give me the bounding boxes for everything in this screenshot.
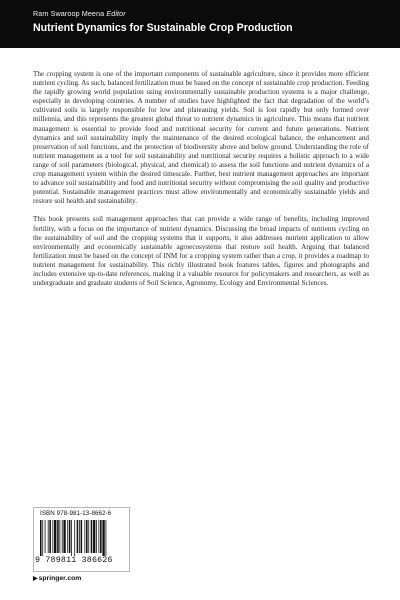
barcode-bar <box>52 520 53 553</box>
barcode-bar <box>77 520 79 553</box>
barcode-bar <box>96 520 97 553</box>
barcode-bar <box>57 520 59 553</box>
barcode-bar <box>99 520 100 553</box>
barcode-bar <box>91 520 93 553</box>
barcode-bar <box>60 520 61 553</box>
barcode-bar <box>88 520 89 553</box>
barcode-bar <box>45 520 46 553</box>
book-title: Nutrient Dynamics for Sustainable Crop Production <box>33 22 293 34</box>
barcode-bar <box>74 520 75 556</box>
barcode-digits: 9 789811 386626 <box>35 556 113 565</box>
barcode-bar <box>100 520 102 553</box>
cover-header <box>0 0 400 48</box>
barcode-bar <box>84 520 85 553</box>
barcode-bar <box>81 520 83 553</box>
barcode-bar <box>71 520 72 556</box>
barcode-bar <box>63 520 65 553</box>
blurb-paragraph-2: This book presents soil management approaches that can provide a wide range of benefits, including improved fertility, with a focus on the importance of nutrient dynamics. Discussing the broad impacts of nutrients cycling on the sustainability of soil and the cropping systems that it supports, it also addresses nutrient application to allow environmentally and economically sustainable agroecosystems that restore soil health. Arguing that balanced fertilization must be based on the concept of INM for a cropping system rather than a crop, it provides a roadmap to nutrient management for sustainability. This richly illustrated book features tables, figures and photographs and includes extensive up-to-date references, making it a valuable resource for policymakers and researchers, as well as undergraduate and graduate students of Soil Science, Agronomy, Ecology and Environmental Sciences. <box>33 215 369 288</box>
editor-line <box>33 9 126 18</box>
barcode-bar <box>49 520 51 553</box>
barcode-bars <box>40 520 126 556</box>
barcode-bar <box>86 520 88 553</box>
barcode-bar <box>67 520 68 553</box>
isbn-label: ISBN 978-981-13-8662-6 <box>40 510 112 517</box>
barcode-bar <box>40 520 42 556</box>
barcode-bar <box>79 520 80 553</box>
blurb-paragraph-1: The cropping system is one of the important components of sustainable agriculture, since it provides more efficient nutrient cycling. As such, balanced fertilization must be based on the concept of sustainable crop production. Feeding the rapidly growing world population using environmentally sustainable production systems is a major challenge, especially in developing countries. A number of studies have highlighted the fact that degradation of the world’s cultivated soils is largely responsible for low and plateauing yields. Soil is lost rapidly but only formed over millennia, and this represents the greatest global threat to nutrient dynamics in agriculture. This means that nutrient management is essential to provide food and nutritional security for current and future generations. Nutrient dynamics and soil sustainability imply the maintenance of the desired ecological balance, the enhancement and preservation of soil functions, and the protection of biodiversity above and below ground. Understanding the role of nutrient management as a tool for soil sustainability and nutritional security requires a holistic approach to a wide range of soil parameters (biological, physical, and chemical) to assess the soil functions and nutrient dynamics of a crop management system within the desired timescale. Further, best nutrient management approaches are important to advance soil sustainability and food and nutritional security without compromising the soil quality and productive potential. Sustainable management practices must allow environmentally and economically sustainable yields and restore soil health and sustainability. <box>33 70 369 206</box>
barcode-bar <box>102 520 104 556</box>
editor-name: Ram Swaroop Meena <box>33 9 105 18</box>
barcode-bar <box>42 520 43 556</box>
editor-role: Editor <box>106 9 126 18</box>
barcode-bar <box>93 520 95 553</box>
barcode-bar <box>106 520 107 556</box>
barcode-bar <box>54 520 56 553</box>
barcode-bar <box>62 520 63 553</box>
arrow-icon: ▶ <box>33 576 38 582</box>
barcode-block <box>33 507 130 572</box>
barcode-bar <box>48 520 49 553</box>
barcode-bar <box>69 520 71 553</box>
publisher-link[interactable] <box>33 575 81 582</box>
publisher-url: springer.com <box>38 575 82 582</box>
back-cover-blurb <box>33 70 369 297</box>
